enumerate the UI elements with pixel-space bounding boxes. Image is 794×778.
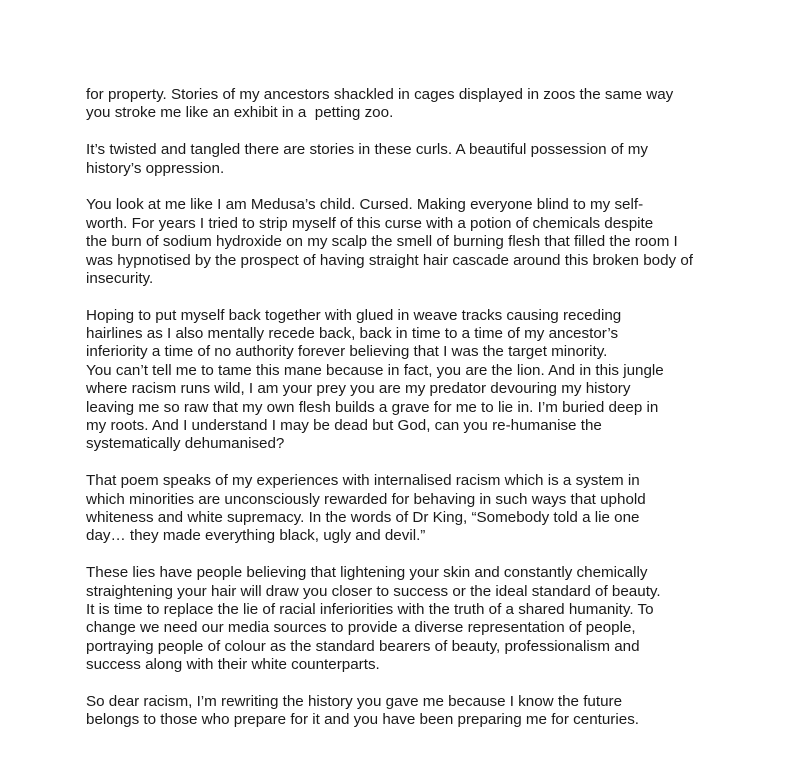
text-line: That poem speaks of my experiences with internalised racism which is a system in <box>86 472 640 490</box>
paragraph-5 <box>86 472 706 546</box>
text-line: day… they made everything black, ugly and devil.” <box>86 527 426 545</box>
paragraph-3 <box>86 196 706 288</box>
text-line: So dear racism, I’m rewriting the history you gave me because I know the future <box>86 692 623 710</box>
text-line: systematically dehumanised? <box>86 435 285 453</box>
text-line: You look at me like I am Medusa’s child. Cursed. Making everyone blind to my self- <box>86 196 644 214</box>
text-line: which minorities are unconsciously rewarded for behaving in such ways that uphold <box>86 490 646 508</box>
text-line: leaving me so raw that my own flesh builds a grave for me to lie in. I’m buried deep in <box>86 398 659 416</box>
text-line: change we need our media sources to provide a diverse representation of people, <box>86 619 636 637</box>
document-body <box>86 86 706 748</box>
paragraph-6 <box>86 564 706 674</box>
text-line: portraying people of colour as the standard bearers of beauty, professionalism and <box>86 637 640 655</box>
text-line: whiteness and white supremacy. In the words of Dr King, “Somebody told a lie one <box>86 508 640 526</box>
text-line: These lies have people believing that lightening your skin and constantly chemically <box>86 564 648 582</box>
paragraph-4 <box>86 307 706 454</box>
text-line: It’s twisted and tangled there are stories in these curls. A beautiful possession of my <box>86 141 648 159</box>
text-line: was hypnotised by the prospect of having straight hair cascade around this broken body of <box>86 251 694 269</box>
paragraph-1 <box>86 86 706 123</box>
text-line: history’s oppression. <box>86 159 225 177</box>
text-line: You can’t tell me to tame this mane because in fact, you are the lion. And in this jungle <box>86 361 664 379</box>
text-line: straightening your hair will draw you closer to success or the ideal standard of beauty. <box>86 582 661 600</box>
text-line: for property. Stories of my ancestors shackled in cages displayed in zoos the same way <box>86 86 674 103</box>
text-line: It is time to replace the lie of racial inferiorities with the truth of a shared humanity. To <box>86 600 654 618</box>
text-line: inferiority a time of no authority forever believing that I was the target minority. <box>86 343 608 361</box>
text-line: my roots. And I understand I may be dead but God, can you re-humanise the <box>86 417 602 435</box>
text-line: worth. For years I tried to strip myself of this curse with a potion of chemicals despite <box>86 214 654 232</box>
text-line: success along with their white counterparts. <box>86 656 380 674</box>
text-line: hairlines as I also mentally recede back, back in time to a time of my ancestor’s <box>86 325 619 343</box>
text-line: Hoping to put myself back together with glued in weave tracks causing receding <box>86 306 622 324</box>
text-line: insecurity. <box>86 269 154 287</box>
paragraph-7 <box>86 693 706 730</box>
paragraph-2 <box>86 141 706 178</box>
text-line: you stroke me like an exhibit in a petting zoo. <box>86 104 394 122</box>
text-line: where racism runs wild, I am your prey you are my predator devouring my history <box>86 380 631 398</box>
text-line: belongs to those who prepare for it and you have been preparing me for centuries. <box>86 711 640 729</box>
text-line: the burn of sodium hydroxide on my scalp the smell of burning flesh that filled the room I <box>86 233 678 251</box>
